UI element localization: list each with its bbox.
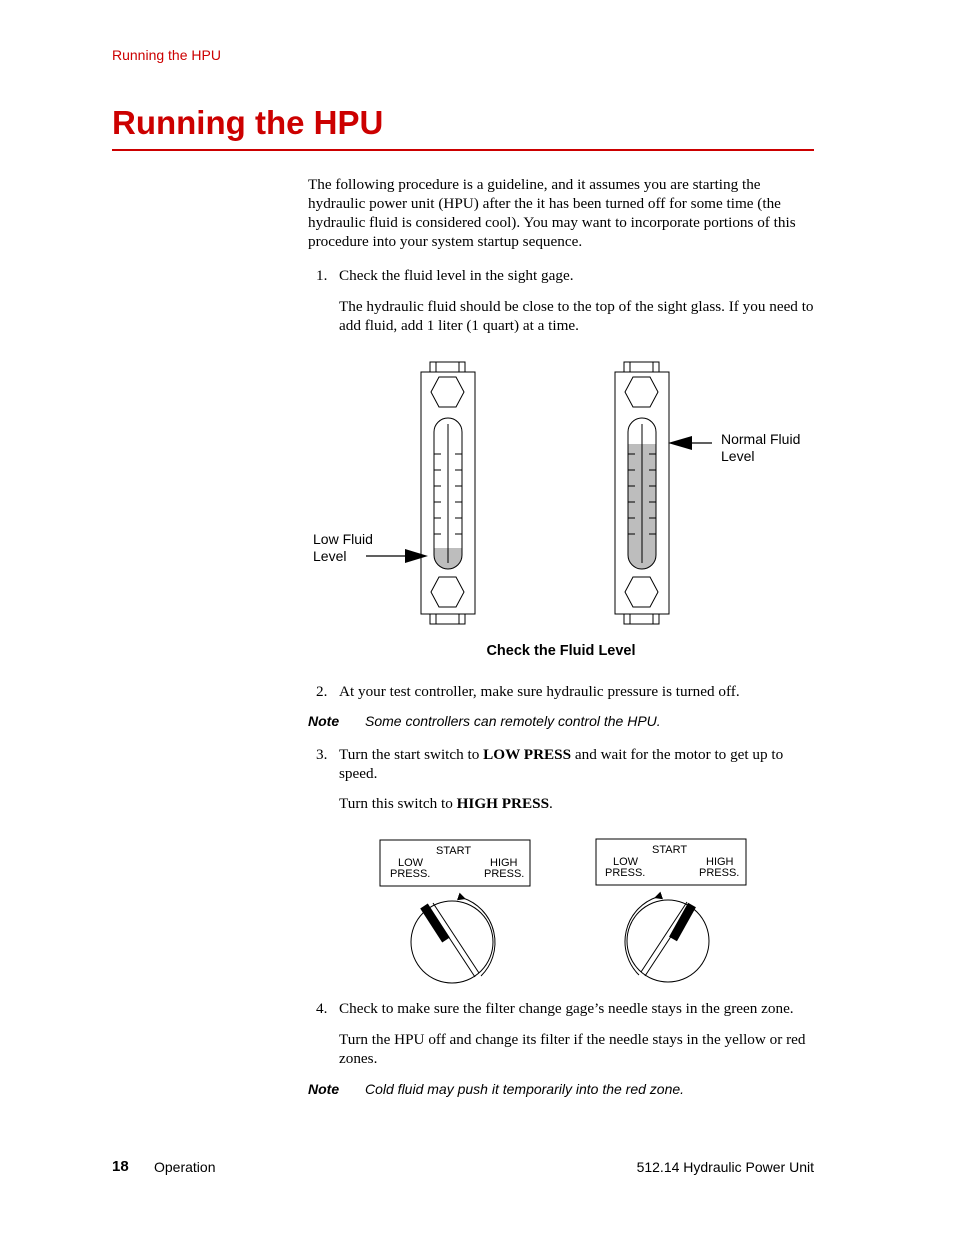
switch1-start-label: START (436, 845, 472, 857)
low-level-label-line1: Low Fluid (313, 531, 373, 547)
start-switch-figure (370, 830, 760, 990)
switch2-low-label-line1: LOW (613, 856, 639, 868)
note-label: Note (308, 1081, 340, 1097)
switch1-low-label-line1: LOW (398, 857, 424, 869)
step-4-number: 4. (316, 1000, 328, 1017)
step-3-text (339, 745, 817, 783)
normal-level-arrow (668, 436, 692, 450)
footer-section: Operation (154, 1159, 216, 1175)
step-3-text-after: and wait for the motor to get up to speed. (339, 746, 784, 782)
step-3-high-press: HIGH PRESS (456, 795, 550, 812)
note-text: Cold fluid may push it temporarily into the red zone. (365, 1081, 685, 1097)
step-3-detail (339, 794, 817, 813)
step-3-text-before: Turn the start switch to (339, 746, 484, 763)
figure-caption: Check the Fluid Level (486, 643, 636, 659)
step-4-text: Check to make sure the filter change gage’s needle stays in the green zone. (339, 1000, 794, 1017)
step-4-detail: Turn the HPU off and change its filter if the needle stays in the yellow or red zones. (339, 1031, 806, 1067)
normal-level-gage (615, 362, 712, 624)
step-3-detail-before: Turn this switch to (339, 795, 457, 812)
sight-gage-figure (300, 355, 820, 635)
page-title: Running the HPU (112, 104, 384, 141)
switch2-high-label-line2: PRESS. (699, 867, 740, 879)
low-level-label-line2: Level (313, 548, 347, 564)
switch2-low-label-line2: PRESS. (605, 867, 646, 879)
switch2-high-label-line1: HIGH (706, 856, 734, 868)
running-head: Running the HPU (112, 47, 221, 63)
switch2-start-label: START (652, 844, 688, 856)
switch1-low-label-line2: PRESS. (390, 868, 431, 880)
step-1-text: Check the fluid level in the sight gage. (339, 267, 574, 284)
step-3-detail-after: . (549, 795, 553, 812)
intro-paragraph: The following procedure is a guideline, and it assumes you are starting the hydraulic power unit (HPU) after the it has been turned off for some time (the hydraulic fluid is considered cool). You may want to incorporate portions of this procedure into your system startup sequence. (308, 176, 796, 250)
low-level-gage (366, 362, 475, 624)
note-label: Note (308, 713, 340, 729)
note-text: Some controllers can remotely control the HPU. (365, 713, 661, 729)
normal-level-label-line1: Normal Fluid (721, 431, 801, 447)
step-1-number: 1. (316, 267, 328, 284)
step-2-number: 2. (316, 683, 328, 700)
title-rule (112, 149, 814, 151)
normal-level-label-line2: Level (721, 448, 755, 464)
page-number: 18 (112, 1158, 129, 1175)
switch1-high-label-line2: PRESS. (484, 868, 525, 880)
step-2-text: At your test controller, make sure hydraulic pressure is turned off. (339, 683, 740, 700)
switch1-high-label-line1: HIGH (490, 857, 518, 869)
step-1-detail: The hydraulic fluid should be close to the top of the sight glass. If you need to add fluid, add 1 liter (1 quart) at a time. (339, 298, 814, 334)
step-3-number: 3. (316, 746, 328, 763)
footer-doc-title: 512.14 Hydraulic Power Unit (636, 1159, 814, 1175)
step-3-low-press: LOW PRESS (483, 746, 572, 763)
